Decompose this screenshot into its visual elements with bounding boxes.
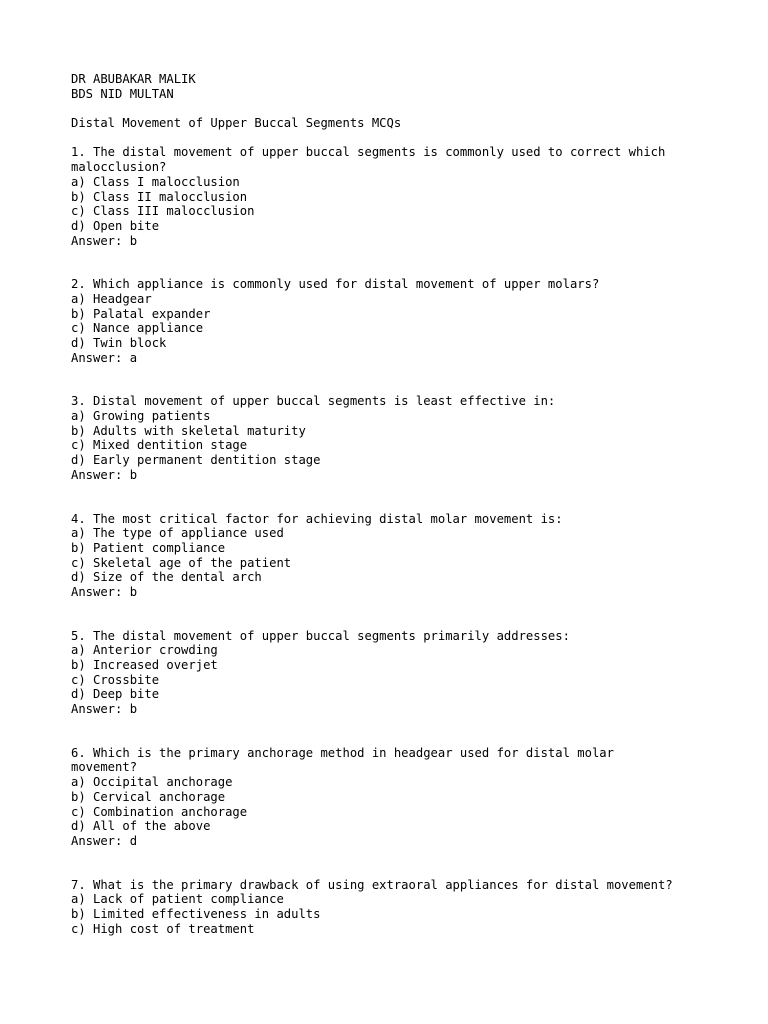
question-text: 4. The most critical factor for achieving distal molar movement is: (71, 511, 563, 526)
question-block (71, 746, 751, 849)
answer-option: d) Size of the dental arch (71, 570, 262, 585)
answer-option: a) The type of appliance used (71, 526, 284, 541)
answer-option: d) Twin block (71, 336, 167, 350)
answer-option: b) Limited effectiveness in adults (71, 906, 321, 921)
answer-key: Answer: a (71, 350, 138, 365)
answer-option: d) Open bite (71, 218, 160, 233)
question-block (71, 277, 751, 365)
question-text: 6. Which is the primary anchorage method in headgear used for distal molar (71, 745, 614, 760)
answer-key: Answer: b (71, 467, 138, 482)
answer-key: Answer: b (71, 584, 138, 599)
answer-option: b) Patient compliance (71, 540, 226, 555)
question-text: movement? (71, 760, 138, 775)
question-block (71, 878, 751, 937)
question-block (71, 394, 751, 482)
document-title: Distal Movement of Upper Buccal Segments MCQs (71, 116, 402, 131)
answer-key: Answer: d (71, 833, 138, 848)
question-text: 5. The distal movement of upper buccal segments primarily addresses: (71, 628, 570, 643)
answer-option: a) Growing patients (71, 409, 211, 424)
document-text (71, 72, 751, 936)
answer-option: a) Occipital anchorage (71, 775, 233, 790)
author-affiliation: BDS NID MULTAN (71, 86, 174, 101)
answer-option: c) Skeletal age of the patient (71, 555, 292, 570)
answer-option: c) Crossbite (71, 672, 160, 687)
question-text: 1. The distal movement of upper buccal segments is commonly used to correct which (71, 145, 666, 160)
question-list (71, 145, 751, 936)
answer-option: b) Class II malocclusion (71, 189, 248, 204)
answer-option: c) Class III malocclusion (71, 204, 255, 219)
question-block (71, 629, 751, 717)
author-name: DR ABUBAKAR MALIK (71, 72, 196, 86)
answer-option: a) Class I malocclusion (71, 174, 240, 189)
answer-option: c) Nance appliance (71, 321, 204, 336)
question-block (71, 512, 751, 600)
answer-option: a) Headgear (71, 291, 152, 306)
answer-option: a) Anterior crowding (71, 643, 218, 658)
question-text: malocclusion? (71, 160, 167, 175)
answer-option: b) Palatal expander (71, 306, 211, 321)
answer-option: c) High cost of treatment (71, 921, 255, 936)
answer-option: d) Early permanent dentition stage (71, 453, 321, 468)
answer-key: Answer: b (71, 702, 138, 717)
question-text: 7. What is the primary drawback of using extraoral appliances for distal movement? (71, 877, 673, 892)
answer-option: d) All of the above (71, 819, 211, 834)
question-text: 2. Which appliance is commonly used for distal movement of upper molars? (71, 277, 600, 292)
answer-option: b) Increased overjet (71, 658, 218, 672)
answer-option: b) Cervical anchorage (71, 789, 226, 804)
answer-option: c) Combination anchorage (71, 804, 248, 819)
answer-key: Answer: b (71, 233, 138, 248)
question-block (71, 145, 751, 248)
question-text: 3. Distal movement of upper buccal segments is least effective in: (71, 394, 556, 409)
answer-option: c) Mixed dentition stage (71, 438, 248, 453)
answer-option: a) Lack of patient compliance (71, 892, 284, 907)
answer-option: d) Deep bite (71, 687, 160, 702)
answer-option: b) Adults with skeletal maturity (71, 423, 306, 438)
